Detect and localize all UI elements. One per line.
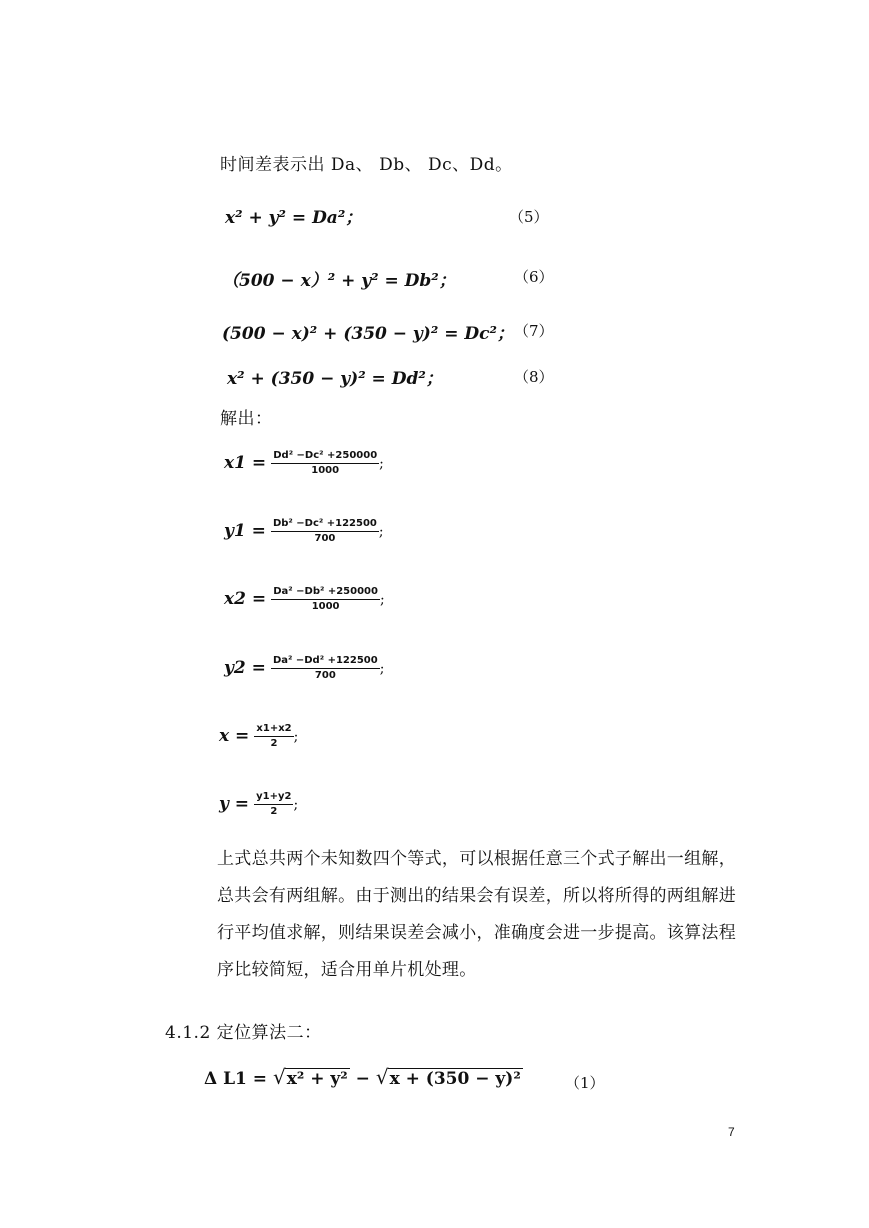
intro-line: 时间差表示出 Da、 Db、 Dc、Dd。 [220,155,513,175]
equation-5: x² + y² = Da²； [225,208,363,228]
solution-x2: x2 = $\frac{\text{Da² −Db² +250000}}{1000}$ ; [224,586,385,612]
solution-lhs: x2 = [224,589,267,609]
equation-8: x² + (350 − y)² = Dd²； [227,369,443,389]
solution-lhs: y2 = [224,658,266,678]
solution-fraction: $\frac{\text{Dd² −Dc² +250000}}{1000}$ [273,450,378,476]
equation-number-7: （7） [514,322,554,340]
explanation-paragraph [217,841,747,989]
solution-y: y = $\frac{y1+y2}{2}$ ; [219,791,299,817]
solution-y1: y1 = $\frac{\text{Db² −Dc² +122500}}{700}$ ; [224,518,384,544]
equation-7: (500 − x)² + (350 − y)² = Dc²； [222,324,514,344]
section-heading: 4.1.2 定位算法二： [165,1023,322,1043]
solve-label: 解出： [220,409,273,429]
solution-fraction: $\frac{y1+y2}{2}$ [256,791,292,817]
solution-lhs: x1 = [224,453,267,473]
solution-fraction: $\frac{\text{Da² −Dd² +122500}}{700}$ [272,655,378,681]
solution-lhs: y1 = [224,521,266,541]
page-number: 7 [728,1125,735,1139]
paragraph-line: 总共会有两组解。由于测出的结果会有误差，所以将所得的两组解进 [217,886,736,906]
equation-6: （500 − x）² + y² = Db²； [222,271,456,291]
solution-fraction: $\frac{\text{Db² −Dc² +122500}}{700}$ [272,518,377,544]
paragraph-line: 序比较简短，适合用单片机处理。 [217,960,477,980]
sqrt-term-1: x² + y² [286,1069,348,1089]
equation-number-8: （8） [514,368,554,386]
sqrt-term-2: x + (350 − y)² [389,1069,521,1089]
final-equation: Δ L1 = √x² + y² − √x + (350 − y)² [204,1065,521,1089]
paragraph-line: 行平均值求解，则结果误差会减小，准确度会进一步提高。该算法程 [217,923,736,943]
solution-x: x = $\frac{x1+x2}{2}$ ; [219,723,299,749]
solution-lhs: y = [219,794,250,814]
solution-x1: x1 = $\frac{\text{Dd² −Dc² +250000}}{1000}$ ; [224,450,384,476]
equation-number-1: （1） [565,1074,605,1092]
equation-number-5: （5） [509,208,549,226]
solution-lhs: x = [219,726,250,746]
solution-y2: y2 = $\frac{\text{Da² −Dd² +122500}}{700}$ ; [224,655,385,681]
paragraph-line: 上式总共两个未知数四个等式，可以根据任意三个式子解出一组解， [217,849,736,869]
solution-fraction: $\frac{x1+x2}{2}$ [256,723,292,749]
equation-number-6: （6） [514,268,554,286]
solution-fraction: $\frac{\text{Da² −Db² +250000}}{1000}$ [273,586,378,612]
